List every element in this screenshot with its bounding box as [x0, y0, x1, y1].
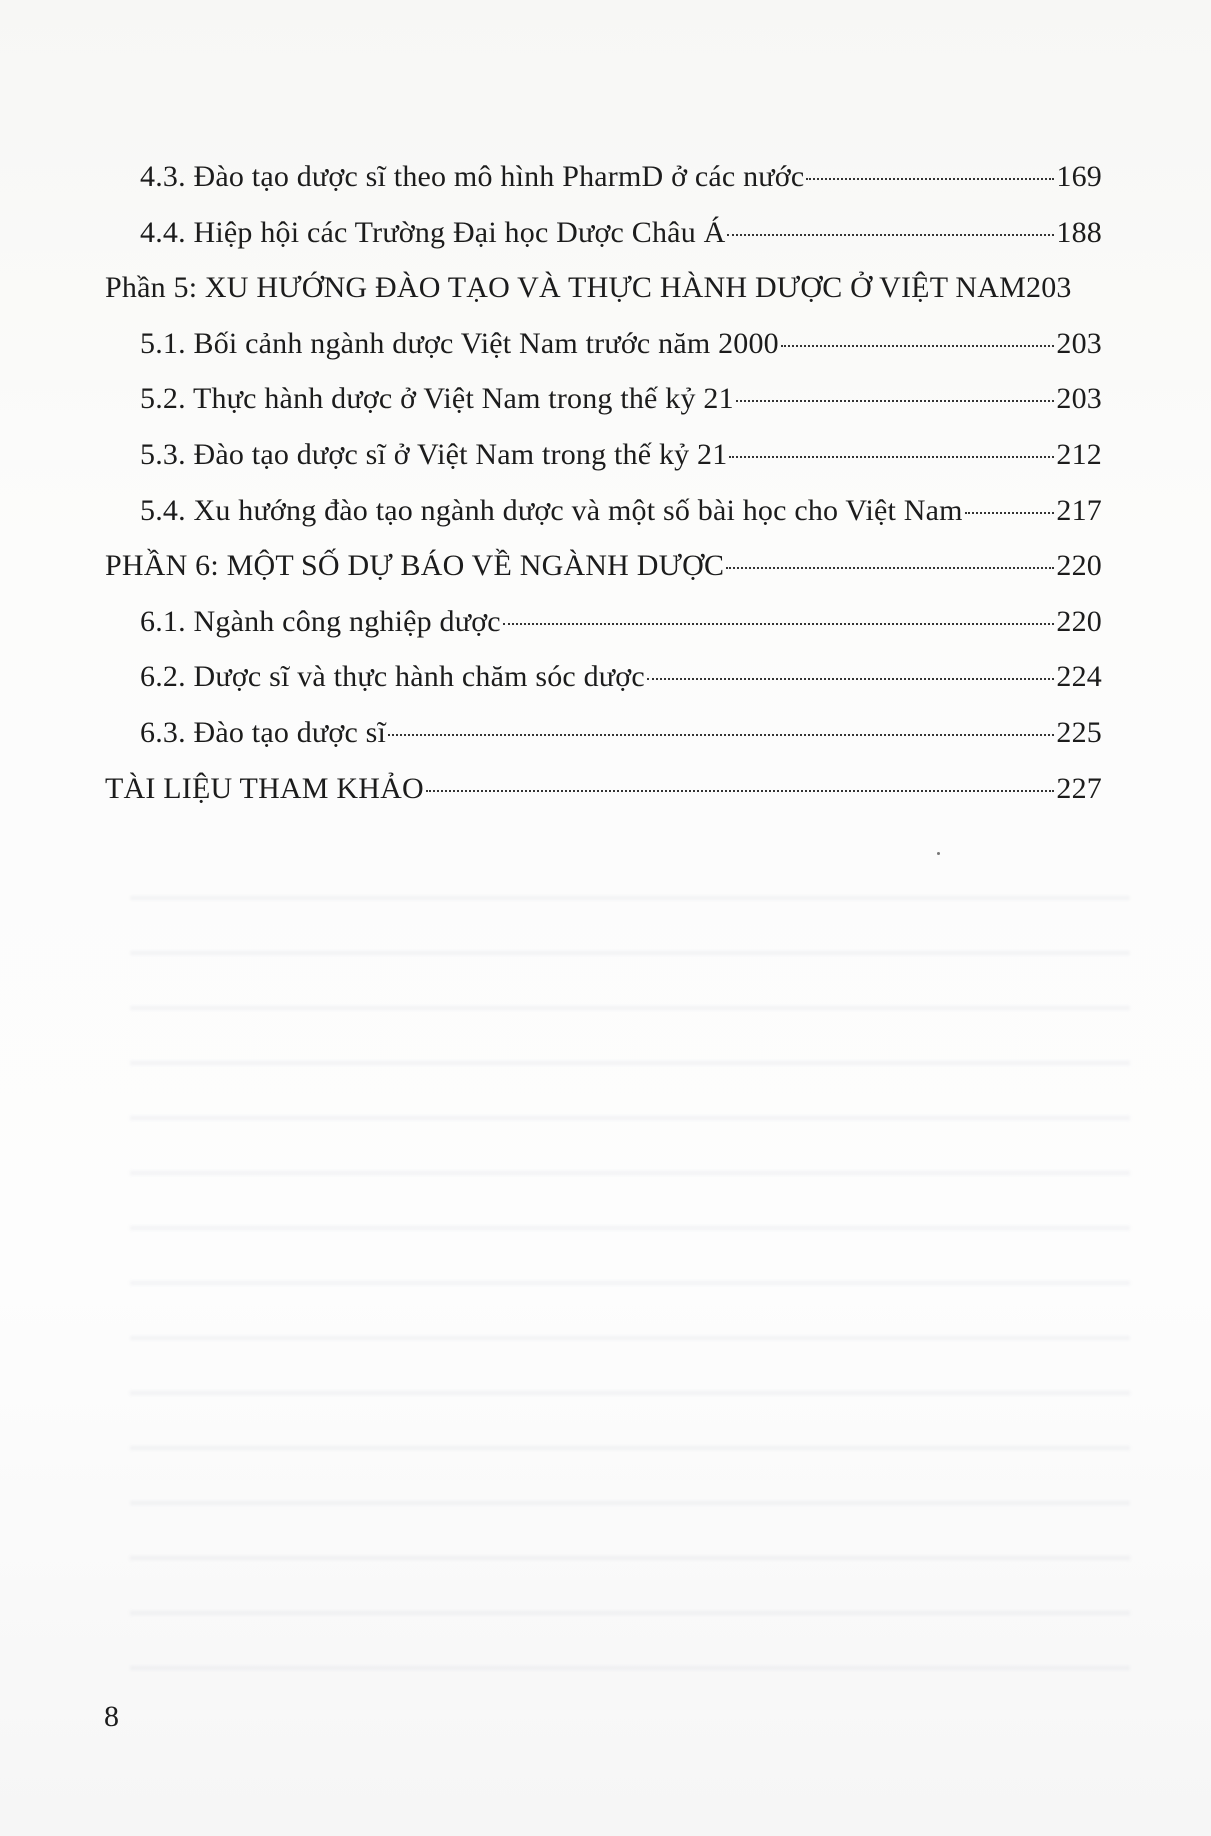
- toc-entry-title: 5.3. Đào tạo dược sĩ ở Việt Nam trong thế kỷ 21: [140, 437, 728, 471]
- dot-leader: [388, 734, 1054, 736]
- toc-entry-title: PHẦN 6: MỘT SỐ DỰ BÁO VỀ NGÀNH DƯỢC: [105, 549, 725, 583]
- toc-entry-4-4: [105, 216, 1102, 272]
- toc-entry-page: 225: [1056, 715, 1102, 749]
- toc-entry-6-2: [105, 660, 1102, 716]
- toc-entry-title: 6.1. Ngành công nghiệp dược: [140, 604, 501, 638]
- dot-leader: [503, 623, 1055, 625]
- toc-entry-part-5: [105, 271, 1137, 327]
- dot-leader: [806, 178, 1054, 180]
- dot-leader: [727, 234, 1054, 236]
- toc-entry-title: Phần 5: XU HƯỚNG ĐÀO TẠO VÀ THỰC HÀNH DƯỢC Ở VIỆT NAM: [105, 271, 1027, 305]
- toc-entry-5-4: [105, 494, 1102, 550]
- toc-entry-page: 220: [1056, 549, 1102, 583]
- toc-entry-5-2: [105, 382, 1102, 438]
- toc-entry-page: 212: [1056, 437, 1102, 471]
- toc-entry-5-3: [105, 438, 1102, 494]
- dot-leader: [736, 400, 1055, 402]
- paper-speck: [937, 852, 940, 855]
- toc-entry-page: 169: [1056, 160, 1102, 193]
- dot-leader: [426, 790, 1055, 792]
- toc-entry-page: 217: [1056, 493, 1102, 527]
- show-through-texture: [130, 860, 1130, 1680]
- toc-entry-6-3: [105, 716, 1102, 772]
- toc-entry-4-3: [105, 160, 1102, 216]
- toc-entry-title: 4.3. Đào tạo dược sĩ theo mô hình PharmD ở các nước: [140, 160, 805, 193]
- dot-leader: [781, 345, 1055, 347]
- dot-leader: [729, 456, 1054, 458]
- toc-entry-page: 188: [1056, 215, 1102, 249]
- toc-entry-title: 5.4. Xu hướng đào tạo ngành dược và một số bài học cho Việt Nam: [140, 493, 963, 527]
- dot-leader: [965, 512, 1055, 514]
- toc-entry-page: 203: [1056, 382, 1102, 416]
- toc-entry-5-1: [105, 327, 1102, 383]
- toc-entry-title: 4.4. Hiệp hội các Trường Đại học Dược Châu Á: [140, 215, 726, 249]
- dot-leader: [647, 678, 1055, 680]
- toc-entry-page: 220: [1056, 604, 1102, 638]
- toc-entry-title: 5.1. Bối cảnh ngành dược Việt Nam trước năm 2000: [140, 326, 779, 360]
- toc-entry-page: 224: [1056, 660, 1102, 694]
- toc-entry-page: 203: [1056, 326, 1102, 360]
- toc-entry-page: 203: [1026, 271, 1072, 305]
- toc-entry-6-1: [105, 605, 1102, 661]
- toc-entry-part-6: [105, 549, 1102, 605]
- table-of-contents: [105, 160, 1137, 827]
- toc-entry-page: 227: [1056, 771, 1102, 805]
- dot-leader: [726, 567, 1054, 569]
- toc-entry-title: 5.2. Thực hành dược ở Việt Nam trong thế kỷ 21: [140, 382, 734, 416]
- toc-entry-references: [105, 772, 1102, 828]
- toc-entry-title: 6.3. Đào tạo dược sĩ: [140, 715, 387, 749]
- toc-entry-title: 6.2. Dược sĩ và thực hành chăm sóc dược: [140, 660, 645, 694]
- page-number: 8: [104, 1700, 119, 1733]
- toc-entry-title: TÀI LIỆU THAM KHẢO: [105, 771, 424, 805]
